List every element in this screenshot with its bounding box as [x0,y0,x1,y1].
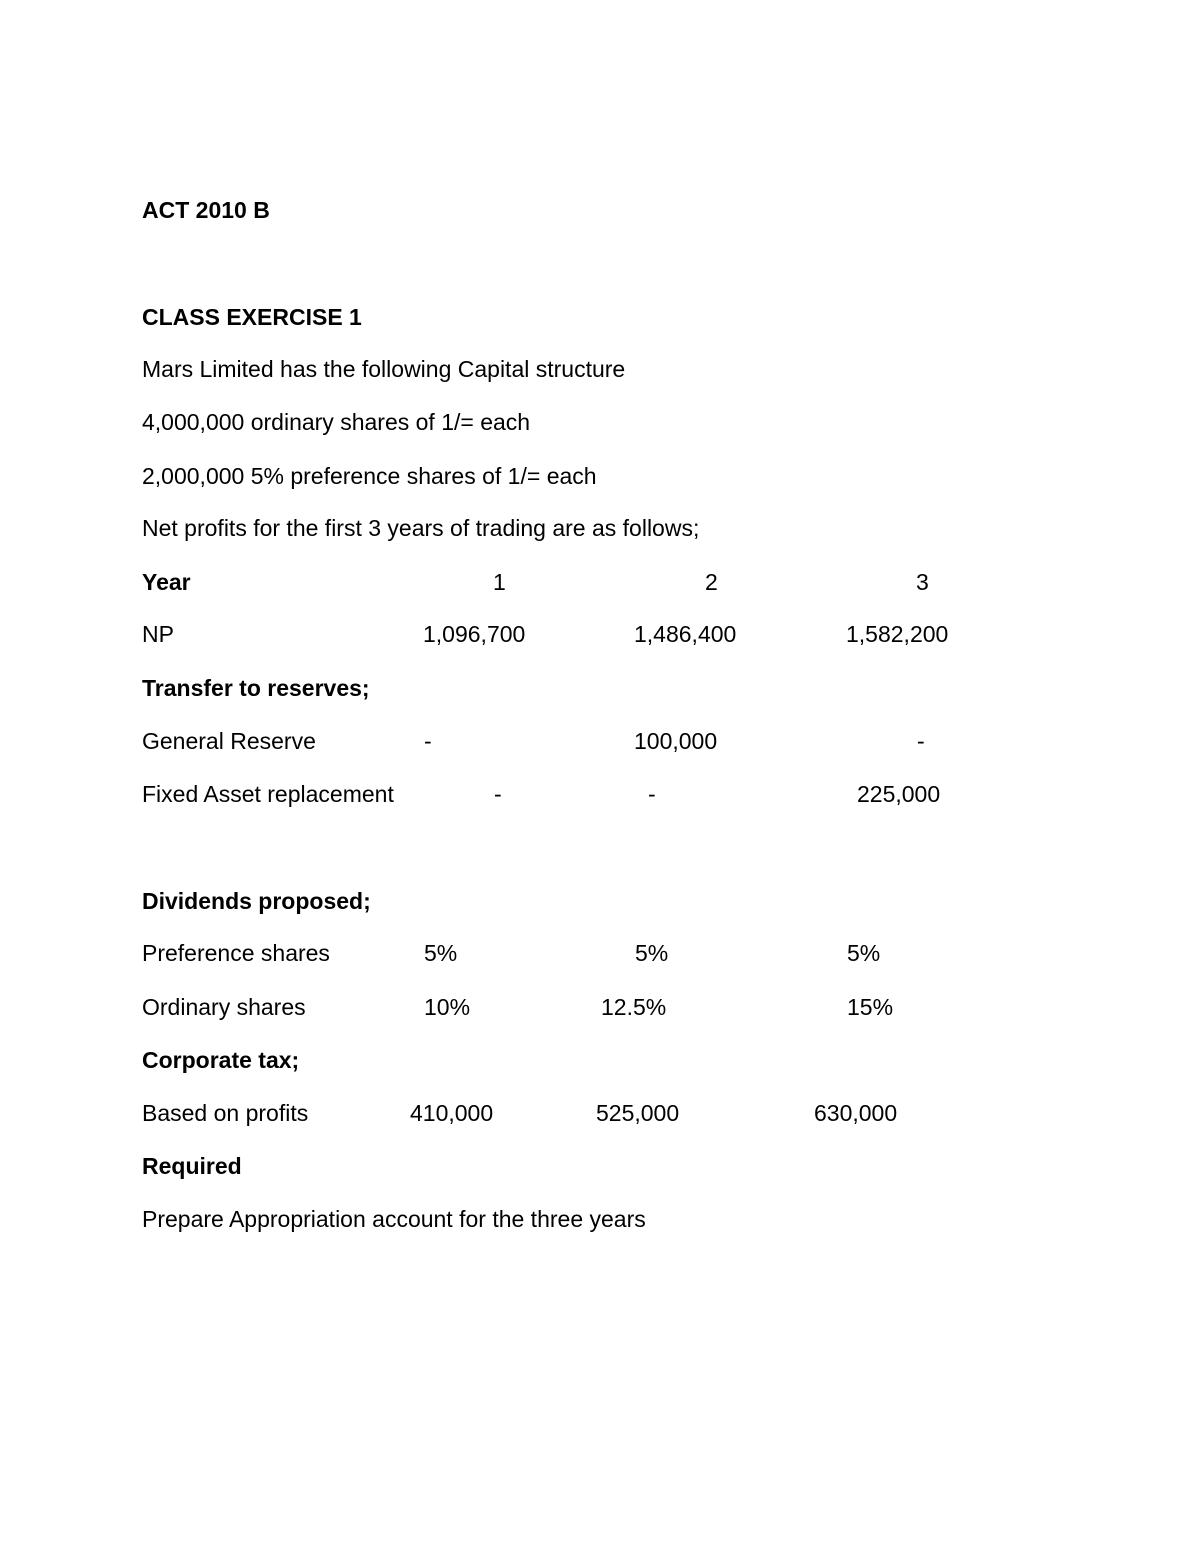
dividends-heading: Dividends proposed; [142,888,371,914]
required-heading: Required [142,1153,242,1179]
np-year-1: 1,096,700 [423,621,526,647]
exercise-title: CLASS EXERCISE 1 [142,304,362,330]
fixed-asset-year-3: 225,000 [857,781,941,807]
ordinary-year-3: 15% [847,994,894,1020]
general-reserve-year-3: - [917,728,925,754]
tax-year-1: 410,000 [410,1100,494,1126]
preference-year-1: 5% [424,940,458,966]
course-code: ACT 2010 B [142,197,270,223]
preference-year-2: 5% [635,940,669,966]
year-label: Year [142,569,191,595]
reserves-heading: Transfer to reserves; [142,675,370,701]
preference-year-3: 5% [847,940,881,966]
fixed-asset-year-2: - [648,781,656,807]
fixed-asset-year-1: - [494,781,502,807]
general-reserve-year-2: 100,000 [634,728,718,754]
ordinary-year-1: 10% [424,994,471,1020]
required-text: Prepare Appropriation account for the three years [142,1206,646,1232]
capital-preference-shares: 2,000,000 5% preference shares of 1/= each [142,463,597,489]
year-1: 1 [493,569,506,595]
year-3: 3 [916,569,929,595]
np-label: NP [142,621,174,647]
preference-label: Preference shares [142,940,330,966]
general-reserve-year-1: - [424,728,432,754]
intro-text: Mars Limited has the following Capital structure [142,356,626,382]
np-year-2: 1,486,400 [634,621,737,647]
capital-ordinary-shares: 4,000,000 ordinary shares of 1/= each [142,409,531,435]
tax-heading: Corporate tax; [142,1047,300,1073]
fixed-asset-label: Fixed Asset replacement [142,781,394,807]
general-reserve-label: General Reserve [142,728,316,754]
tax-label: Based on profits [142,1100,309,1126]
np-year-3: 1,582,200 [846,621,949,647]
ordinary-label: Ordinary shares [142,994,306,1020]
tax-year-2: 525,000 [596,1100,680,1126]
tax-year-3: 630,000 [814,1100,898,1126]
profits-intro: Net profits for the first 3 years of trading are as follows; [142,515,700,541]
ordinary-year-2: 12.5% [601,994,667,1020]
year-2: 2 [705,569,718,595]
